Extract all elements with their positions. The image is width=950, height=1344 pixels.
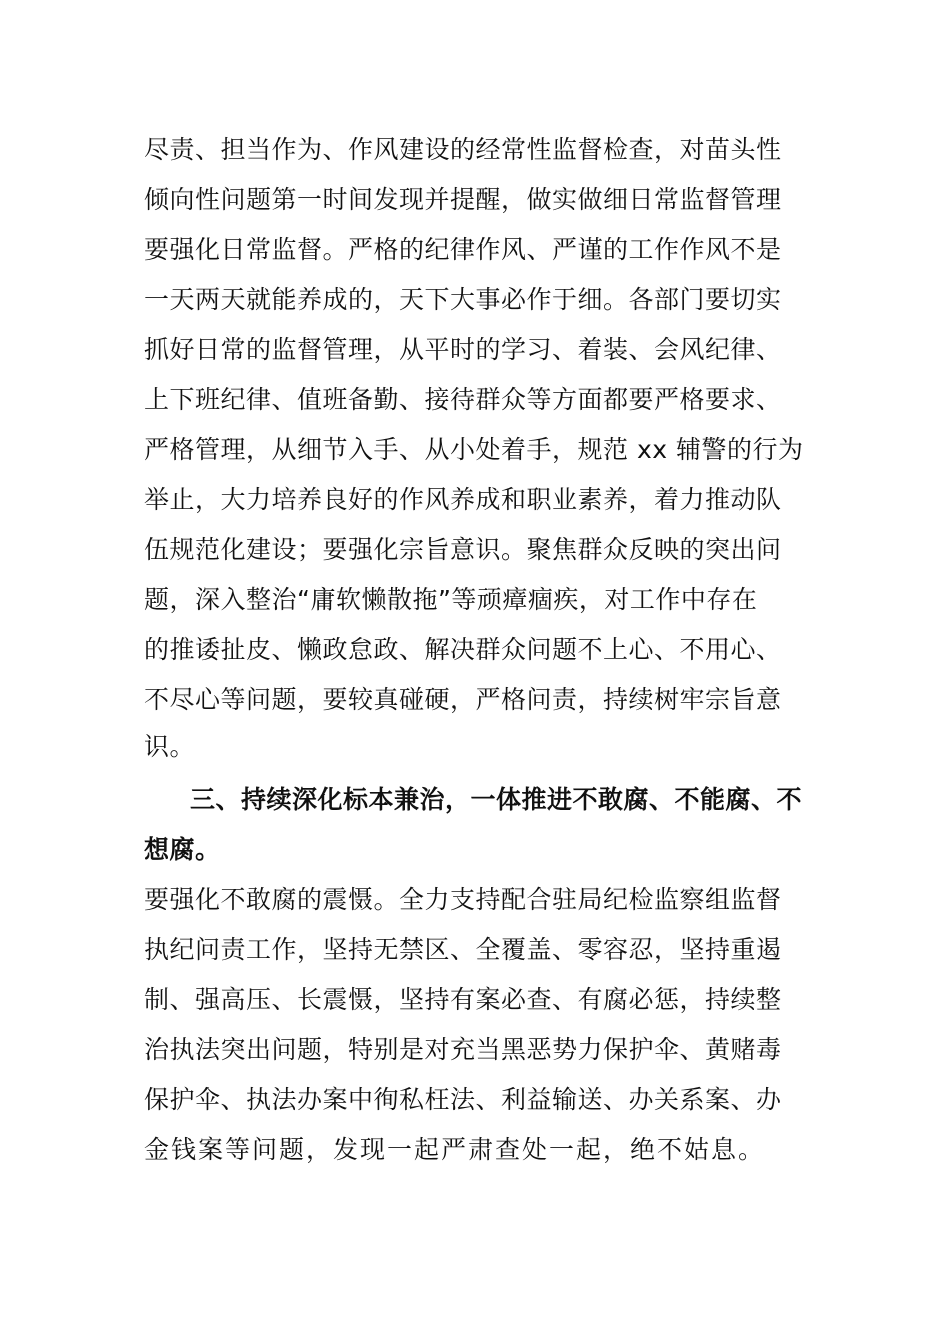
- body-text-line: 举止，大力培养良好的作风养成和职业素养，着力推动队: [144, 485, 782, 514]
- section-heading-continued: 想腐。: [144, 835, 221, 864]
- body-text-line: 金钱案等问题，发现一起严肃查处一起，绝不姑息。: [144, 1135, 766, 1164]
- body-text-line: 要强化日常监督。严格的纪律作风、严谨的工作作风不是: [144, 235, 782, 264]
- body-text-line: 保护伞、执法办案中徇私枉法、利益输送、办关系案、办: [144, 1085, 782, 1114]
- body-text-line: 制、强高压、长震慑，坚持有案必查、有腐必惩，持续整: [144, 985, 782, 1014]
- body-text-line: 尽责、担当作为、作风建设的经常性监督检查，对苗头性: [144, 135, 782, 164]
- body-text-line: 执纪问责工作，坚持无禁区、全覆盖、零容忍，坚持重遏: [144, 935, 782, 964]
- body-text-line: 要强化不敢腐的震慑。全力支持配合驻局纪检监察组监督: [144, 885, 782, 914]
- body-text-line: 抓好日常的监督管理，从平时的学习、着装、会风纪律、: [144, 335, 782, 364]
- body-text-line: 上下班纪律、值班备勤、接待群众等方面都要严格要求、: [144, 385, 782, 414]
- body-text-line: 的推诿扯皮、懒政怠政、解决群众问题不上心、不用心、: [144, 635, 782, 664]
- body-text-line: 伍规范化建设；要强化宗旨意识。聚焦群众反映的突出问: [144, 535, 782, 564]
- body-text-line: 治执法突出问题，特别是对充当黑恶势力保护伞、黄赌毒: [144, 1035, 782, 1064]
- body-text-line: 严格管理，从细节入手、从小处着手，规范 xx 辅警的行为: [144, 435, 804, 464]
- body-text-line: 一天两天就能养成的，天下大事必作于细。各部门要切实: [144, 285, 782, 314]
- body-text-line: 识。: [144, 732, 196, 761]
- body-text-line: 不尽心等问题，要较真碰硬，严格问责，持续树牢宗旨意: [144, 685, 782, 714]
- body-text-line: 倾向性问题第一时间发现并提醒，做实做细日常监督管理: [144, 185, 782, 214]
- body-text-line: 题，深入整治“庸软懒散拖”等顽瘴痼疾，对工作中存在: [144, 585, 758, 614]
- section-heading: 三、持续深化标本兼治，一体推进不敢腐、不能腐、不: [190, 785, 803, 814]
